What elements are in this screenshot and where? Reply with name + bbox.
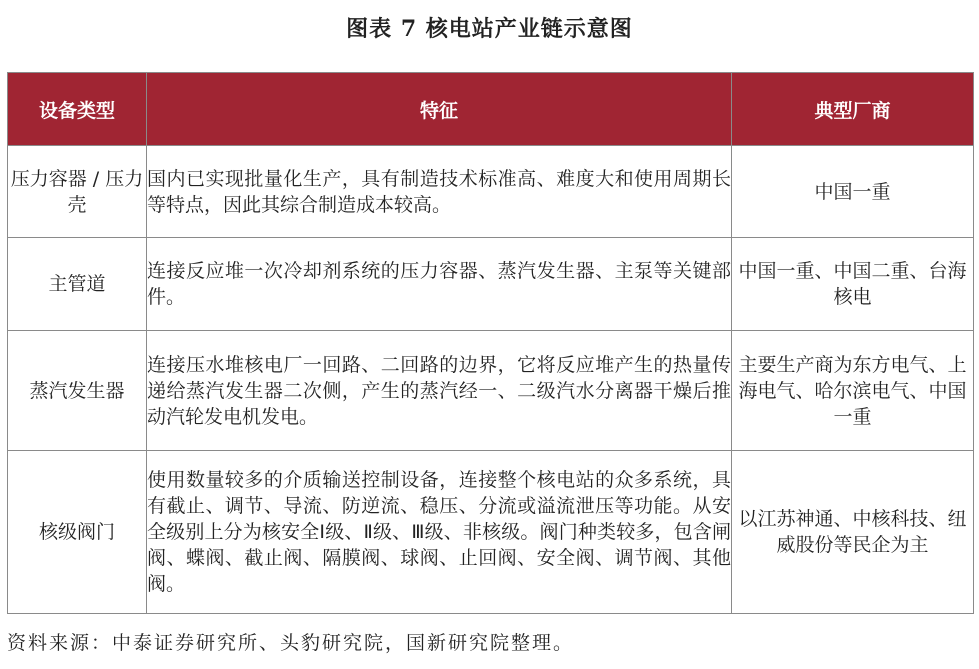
equipment-type-cell: 核级阀门 bbox=[8, 451, 147, 614]
figure-title: 图表 7 核电站产业链示意图 bbox=[346, 16, 633, 42]
table-header-row bbox=[8, 73, 974, 146]
industry-chain-table bbox=[7, 72, 974, 614]
feature-cell: 使用数量较多的介质输送控制设备，连接整个核电站的众多系统，具有截止、调节、导流、防逆流、稳压、分流或溢流泄压等功能。从安全级别上分为核安全Ⅰ级、Ⅱ级、Ⅲ级、非核级。阀门种类较多，包含闸阀、蝶阀、截止阀、隔膜阀、球阀、止回阀、安全阀、调节阀、其他阀。 bbox=[147, 451, 732, 614]
table-row bbox=[8, 451, 974, 614]
feature-cell: 连接反应堆一次冷却剂系统的压力容器、蒸汽发生器、主泵等关键部件。 bbox=[147, 238, 732, 331]
header-typical-vendor: 典型厂商 bbox=[732, 73, 974, 146]
table-row bbox=[8, 146, 974, 238]
vendor-cell: 主要生产商为东方电气、上海电气、哈尔滨电气、中国一重 bbox=[732, 331, 974, 451]
vendor-cell: 以江苏神通、中核科技、纽威股份等民企为主 bbox=[732, 451, 974, 614]
equipment-type-cell: 压力容器 / 压力壳 bbox=[8, 146, 147, 238]
equipment-type-cell: 蒸汽发生器 bbox=[8, 331, 147, 451]
vendor-cell: 中国一重、中国二重、台海核电 bbox=[732, 238, 974, 331]
feature-cell: 连接压水堆核电厂一回路、二回路的边界，它将反应堆产生的热量传递给蒸汽发生器二次侧，产生的蒸汽经一、二级汽水分离器干燥后推动汽轮发电机发电。 bbox=[147, 331, 732, 451]
table-row bbox=[8, 238, 974, 331]
vendor-cell: 中国一重 bbox=[732, 146, 974, 238]
feature-cell: 国内已实现批量化生产，具有制造技术标准高、难度大和使用周期长等特点，因此其综合制造成本较高。 bbox=[147, 146, 732, 238]
source-note: 资料来源：中泰证券研究所、头豹研究院，国新研究院整理。 bbox=[7, 632, 575, 654]
header-feature: 特征 bbox=[147, 73, 732, 146]
header-equipment-type: 设备类型 bbox=[8, 73, 147, 146]
equipment-type-cell: 主管道 bbox=[8, 238, 147, 331]
table-row bbox=[8, 331, 974, 451]
